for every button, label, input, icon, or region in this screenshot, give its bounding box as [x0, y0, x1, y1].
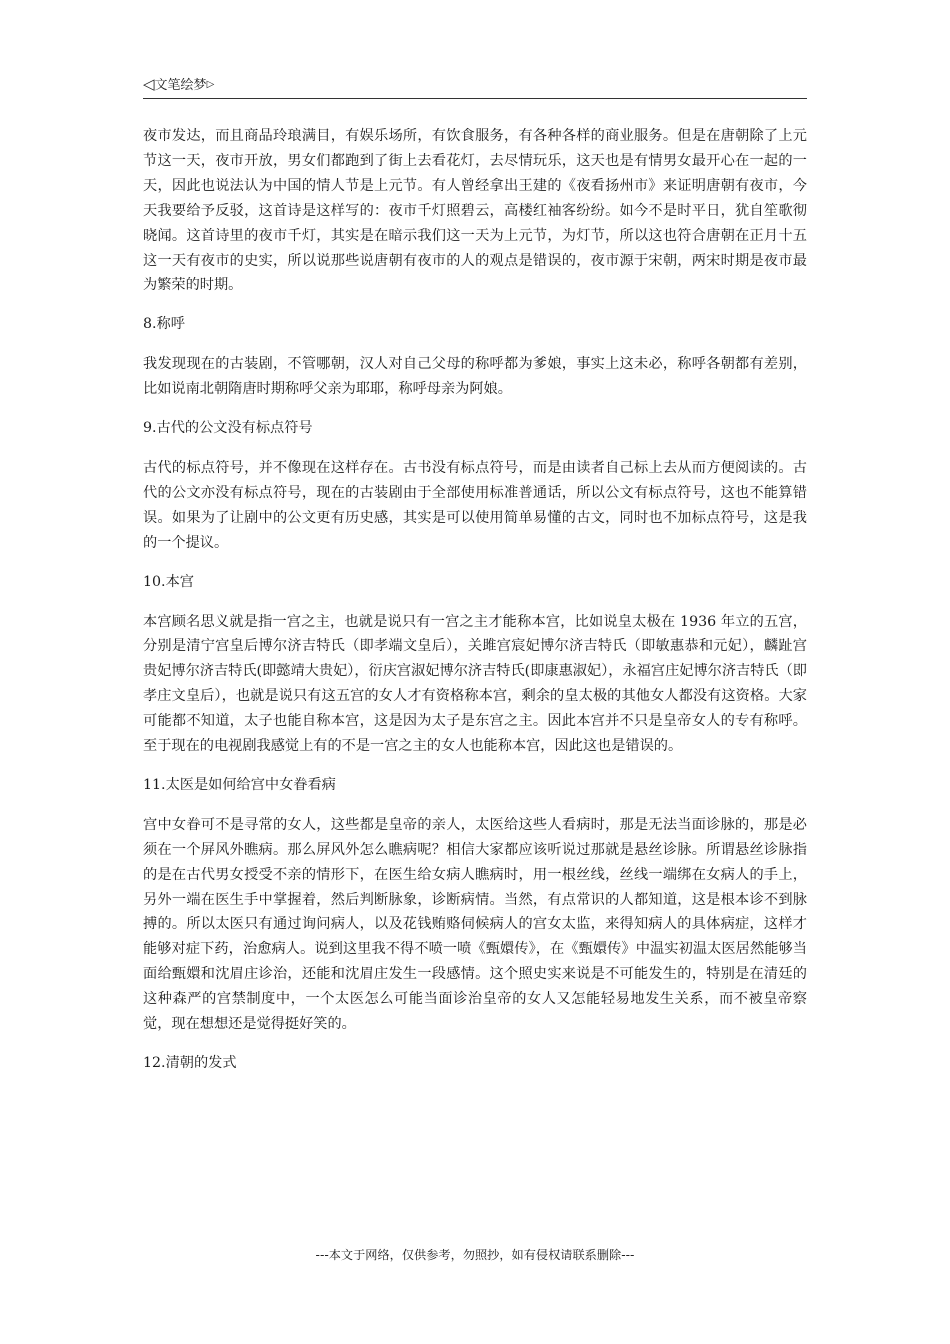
brand-logo	[143, 74, 214, 93]
left-triangle-icon: ◁	[143, 75, 155, 93]
section-heading-11: 11.太医是如何给宫中女眷看病	[143, 776, 336, 793]
page-footer: ---本文于网络，仅供参考，勿照抄，如有侵权请联系删除---	[315, 1248, 635, 1262]
paragraph-night-market: 夜市发达，而且商品玲琅满目，有娱乐场所，有饮食服务，有各种各样的商业服务。但是在唐朝除了上元节这一天，夜市开放，男女们都跑到了街上去看花灯，去尽情玩乐，这天也是有情男女最开心在一起的一天，因此也说法认为中国的情人节是上元节。有人曾经拿出王建的《夜看扬州市》来证明唐朝有夜市，今天我要给予反驳，这首诗是这样写的：夜市千灯照碧云，高楼红袖客纷纷。如今不是时平日，犹自笙歌彻晓闻。这首诗里的夜市千灯，其实是在暗示我们这一天为上元节，为灯节，所以这也符合唐朝在正月十五这一天有夜市的史实，所以说那些说唐朝有夜市的人的观点是错误的，夜市源于宋朝，两宋时期是夜市最为繁荣的时期。	[143, 128, 807, 294]
right-triangle-icon: ▷	[206, 79, 215, 90]
paragraph-forms-of-address: 我发现现在的古装剧，不管哪朝，汉人对自己父母的称呼都为爹娘，事实上这未必，称呼各朝都有差别，比如说南北朝隋唐时期称呼父亲为耶耶，称呼母亲为阿娘。	[143, 356, 807, 398]
brand-text: 文笔绘梦	[154, 78, 207, 93]
document-body	[143, 124, 807, 1091]
section-heading-8: 8.称呼	[143, 316, 185, 333]
section-heading-9: 9.古代的公文没有标点符号	[143, 420, 313, 437]
section-heading-10: 10.本宫	[143, 573, 194, 590]
page-header	[143, 72, 807, 99]
paragraph-punctuation: 古代的标点符号，并不像现在这样存在。古书没有标点符号，而是由读者自己标上去从而方便阅读的。古代的公文亦没有标点符号，现在的古装剧由于全部使用标准普通话，所以公文有标点符号，这也不能算错误。如果为了让剧中的公文更有历史感，其实是可以使用简单易懂的古文，同时也不加标点符号，这是我的一个提议。	[143, 459, 807, 551]
paragraph-imperial-doctor: 宫中女眷可不是寻常的女人，这些都是皇帝的亲人，太医给这些人看病时，那是无法当面诊脉的，那是必须在一个屏风外瞧病。那么屏风外怎么瞧病呢？相信大家都应该听说过那就是悬丝诊脉。所谓悬丝诊脉指的是在古代男女授受不亲的情形下，在医生给女病人瞧病时，用一根丝线，丝线一端绑在女病人的手上，另外一端在医生手中掌握着，然后判断脉象，诊断病情。当然，有点常识的人都知道，这是根本诊不到脉搏的。所以太医只有通过询问病人，以及花钱贿赂伺候病人的宫女太监，来得知病人的具体病症，这样才能够对症下药，治愈病人。说到这里我不得不喷一喷《甄嬛传》，在《甄嬛传》中温实初温太医居然能够当面给甄嬛和沈眉庄诊治，还能和沈眉庄发生一段感情。这个照史实来说是不可能发生的，特别是在清廷的这种森严的宫禁制度中，一个太医怎么可能当面诊治皇帝的女人又怎能轻易地发生关系，而不被皇帝察觉，现在想想还是觉得挺好笑的。	[143, 816, 807, 1033]
section-heading-12: 12.清朝的发式	[143, 1055, 237, 1071]
paragraph-bengong: 本宫顾名思义就是指一宫之主，也就是说只有一宫之主才能称本宫，比如说皇太极在 1936 年立的五宫，分别是清宁宫皇后博尔济吉特氏（即孝端文皇后），关雎宫宸妃博尔济吉特氏（即敏惠恭和元妃），麟趾宫贵妃博尔济吉特氏(即懿靖大贵妃），衍庆宫淑妃博尔济吉特氏(即康惠淑妃），永福宫庄妃博尔济吉特氏（即孝庄文皇后），也就是说只有这五宫的女人才有资格称本宫，剩余的皇太极的其他女人都没有这资格。大家可能都不知道，太子也能自称本宫，这是因为太子是东宫之主。因此本宫并不只是皇帝女人的专有称呼。至于现在的电视剧我感觉上有的不是一宫之主的女人也能称本宫，因此这也是错误的。	[143, 613, 807, 755]
